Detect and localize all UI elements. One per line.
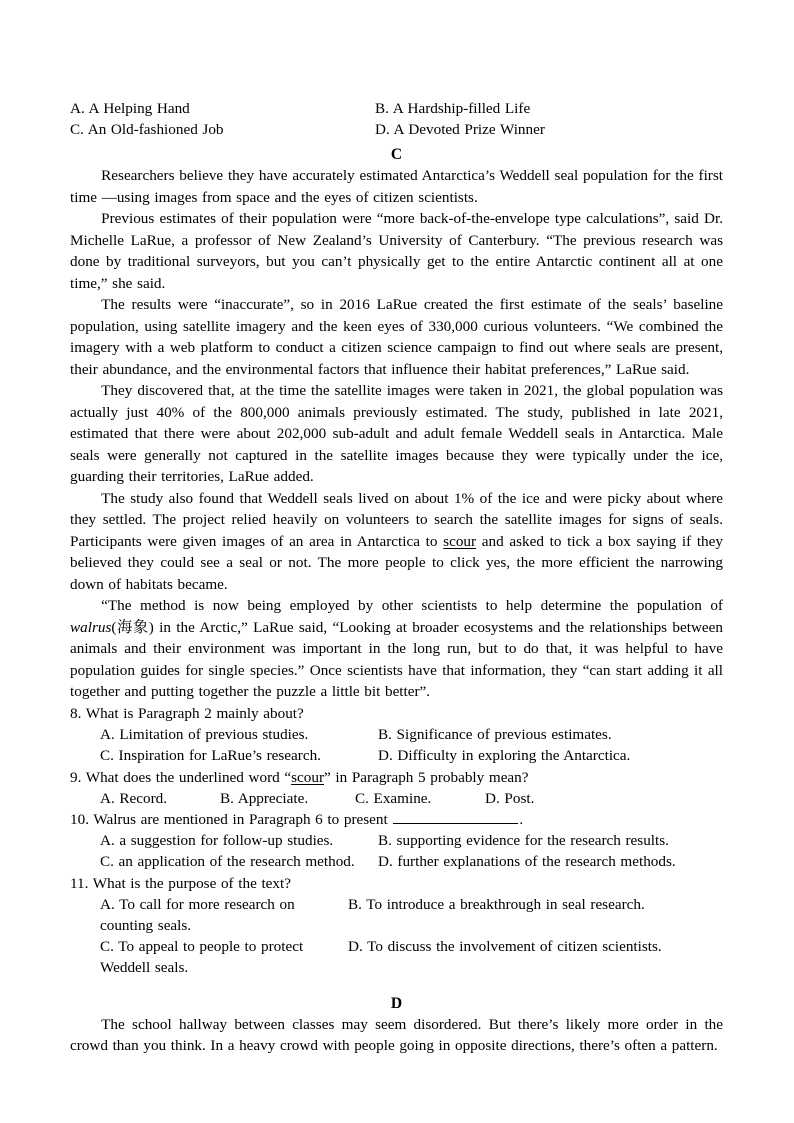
- section-d-paragraph-1: The school hallway between classes may seem disordered. But there’s likely more order in the crowd than you think. In a heavy crowd with people going in opposite directions, there’s often a pattern.: [70, 1015, 723, 1055]
- question-9-option-b[interactable]: B. Appreciate.: [220, 789, 309, 807]
- question-10-stem: [70, 809, 723, 830]
- question-10-options-row-1: [70, 830, 723, 851]
- section-c-paragraph-1: Researchers believe they have accurately estimated Antarctica’s Weddell seal population for the first time —using images from space and the eyes of citizen scientists.: [70, 167, 723, 206]
- section-c-paragraph-5: [70, 488, 723, 596]
- question-11-options-row-1: [70, 894, 723, 936]
- question-9-stem: [70, 767, 723, 788]
- question-11-option-b[interactable]: B. To introduce a breakthrough in seal research.: [348, 895, 645, 913]
- question-10-stem-after: .: [519, 810, 524, 828]
- question-10-options-row-2: [70, 851, 723, 872]
- option-c[interactable]: C. An Old-fashioned Job: [70, 121, 224, 139]
- paragraph-6-text-before: “The method is now being employed by other scientists to help determine the population of: [101, 597, 723, 615]
- walrus-chinese-gloss: (海象): [111, 618, 154, 636]
- title-options-row-1: [70, 98, 723, 119]
- question-10-option-a[interactable]: A. a suggestion for follow-up studies.: [100, 832, 334, 850]
- section-c-paragraph-3: The results were “inaccurate”, so in 2016 LaRue created the first estimate of the seals’ baseline population, using satellite imagery and the keen eyes of 330,000 curious volunteers. “We combined the imagery with a web platform to conduct a citizen science campaign to find out where seals are present, their abundance, and the environmental factors that influence their habitat preferences,” LaRue said.: [70, 296, 723, 378]
- question-9-underlined-word: scour: [291, 768, 325, 786]
- question-9-options-row: [70, 788, 723, 809]
- section-heading-c: C: [390, 146, 403, 164]
- question-11-options-row-2: [70, 936, 723, 978]
- top-spacer: [70, 0, 723, 98]
- question-10-option-c[interactable]: C. an application of the research method.: [100, 853, 355, 871]
- section-c-paragraph-4: They discovered that, at the time the satellite images were taken in 2021, the global population was actually just 40% of the 800,000 animals previously estimated. The study, published in late 2021, estimated that there were about 202,000 sub-adult and adult female Weddell seals in Antarctica. Male seals were generally not captured in the satellite images because they were typically under the ice, guarding their territories, LaRue added.: [70, 382, 723, 486]
- document-page: [70, 0, 723, 1123]
- question-8-option-d[interactable]: D. Difficulty in exploring the Antarctica.: [378, 747, 631, 765]
- option-b[interactable]: B. A Hardship-filled Life: [375, 100, 531, 117]
- title-options-row-2: [70, 119, 723, 140]
- question-8-option-a[interactable]: A. Limitation of previous studies.: [100, 726, 309, 744]
- question-9-stem-before: 9. What does the underlined word “: [70, 768, 292, 786]
- paragraph-5-text-before: The study also found that Weddell seals lived on about 1% of the ice and were picky about where they settled. The project relied heavily on volunteers to search the satellite images for signs of seals. Participants were given images of an area in Antarctica to: [70, 489, 723, 550]
- question-9-option-c[interactable]: C. Examine.: [355, 789, 432, 807]
- option-d[interactable]: D. A Devoted Prize Winner: [375, 121, 545, 139]
- italic-word-walrus: walrus: [70, 618, 112, 636]
- question-9-option-a[interactable]: A. Record.: [100, 789, 168, 807]
- question-8-options-row-1: [70, 724, 723, 745]
- question-10-stem-before: 10. Walrus are mentioned in Paragraph 6 to present: [70, 810, 393, 828]
- paragraph-6-text-after: in the Arctic,” LaRue said, “Looking at broader ecosystems and the relationships between animals and their environment was important in the long run, but to do that, it was helpful to have population guides for single species.” Once scientists have that information, they “can start adding it all together and putting together the puzzle a little bit better”.: [70, 618, 723, 701]
- section-c-paragraph-2: Previous estimates of their population were “more back-of-the-envelope type calculations”, said Dr. Michelle LaRue, a professor of New Zealand’s University of Canterbury. “The previous research was done by traditional surveyors, but you can’t physically get to the entire Antarctic continent all at one time,” she said.: [70, 210, 723, 292]
- question-8-stem: 8. What is Paragraph 2 mainly about?: [70, 704, 304, 722]
- option-a[interactable]: A. A Helping Hand: [70, 100, 190, 117]
- section-c-paragraph-6: [70, 595, 723, 703]
- question-9-option-d[interactable]: D. Post.: [485, 789, 535, 807]
- spacer: [70, 979, 723, 993]
- question-11-option-a[interactable]: A. To call for more research on counting seals.: [100, 895, 295, 934]
- answer-blank[interactable]: [393, 809, 518, 824]
- question-11-option-d[interactable]: D. To discuss the involvement of citizen scientists.: [348, 938, 662, 956]
- question-8-option-c[interactable]: C. Inspiration for LaRue’s research.: [100, 747, 321, 765]
- paragraph-5-text-after: and asked to tick a box saying if they believed they could see a seal or not. The more people to click yes, the more efficient the narrowing down of habitats became.: [70, 532, 723, 593]
- question-10-option-d[interactable]: D. further explanations of the research methods.: [378, 853, 676, 871]
- question-11-option-c[interactable]: C. To appeal to people to protect Weddell seals.: [100, 938, 304, 977]
- question-8-option-b[interactable]: B. Significance of previous estimates.: [378, 726, 612, 744]
- underlined-word-scour: scour: [443, 532, 477, 550]
- question-9-stem-after: ” in Paragraph 5 probably mean?: [324, 768, 529, 786]
- question-11-stem: 11. What is the purpose of the text?: [70, 874, 291, 892]
- question-8-options-row-2: [70, 745, 723, 766]
- question-10-option-b[interactable]: B. supporting evidence for the research results.: [378, 832, 669, 850]
- section-heading-d: D: [390, 994, 403, 1012]
